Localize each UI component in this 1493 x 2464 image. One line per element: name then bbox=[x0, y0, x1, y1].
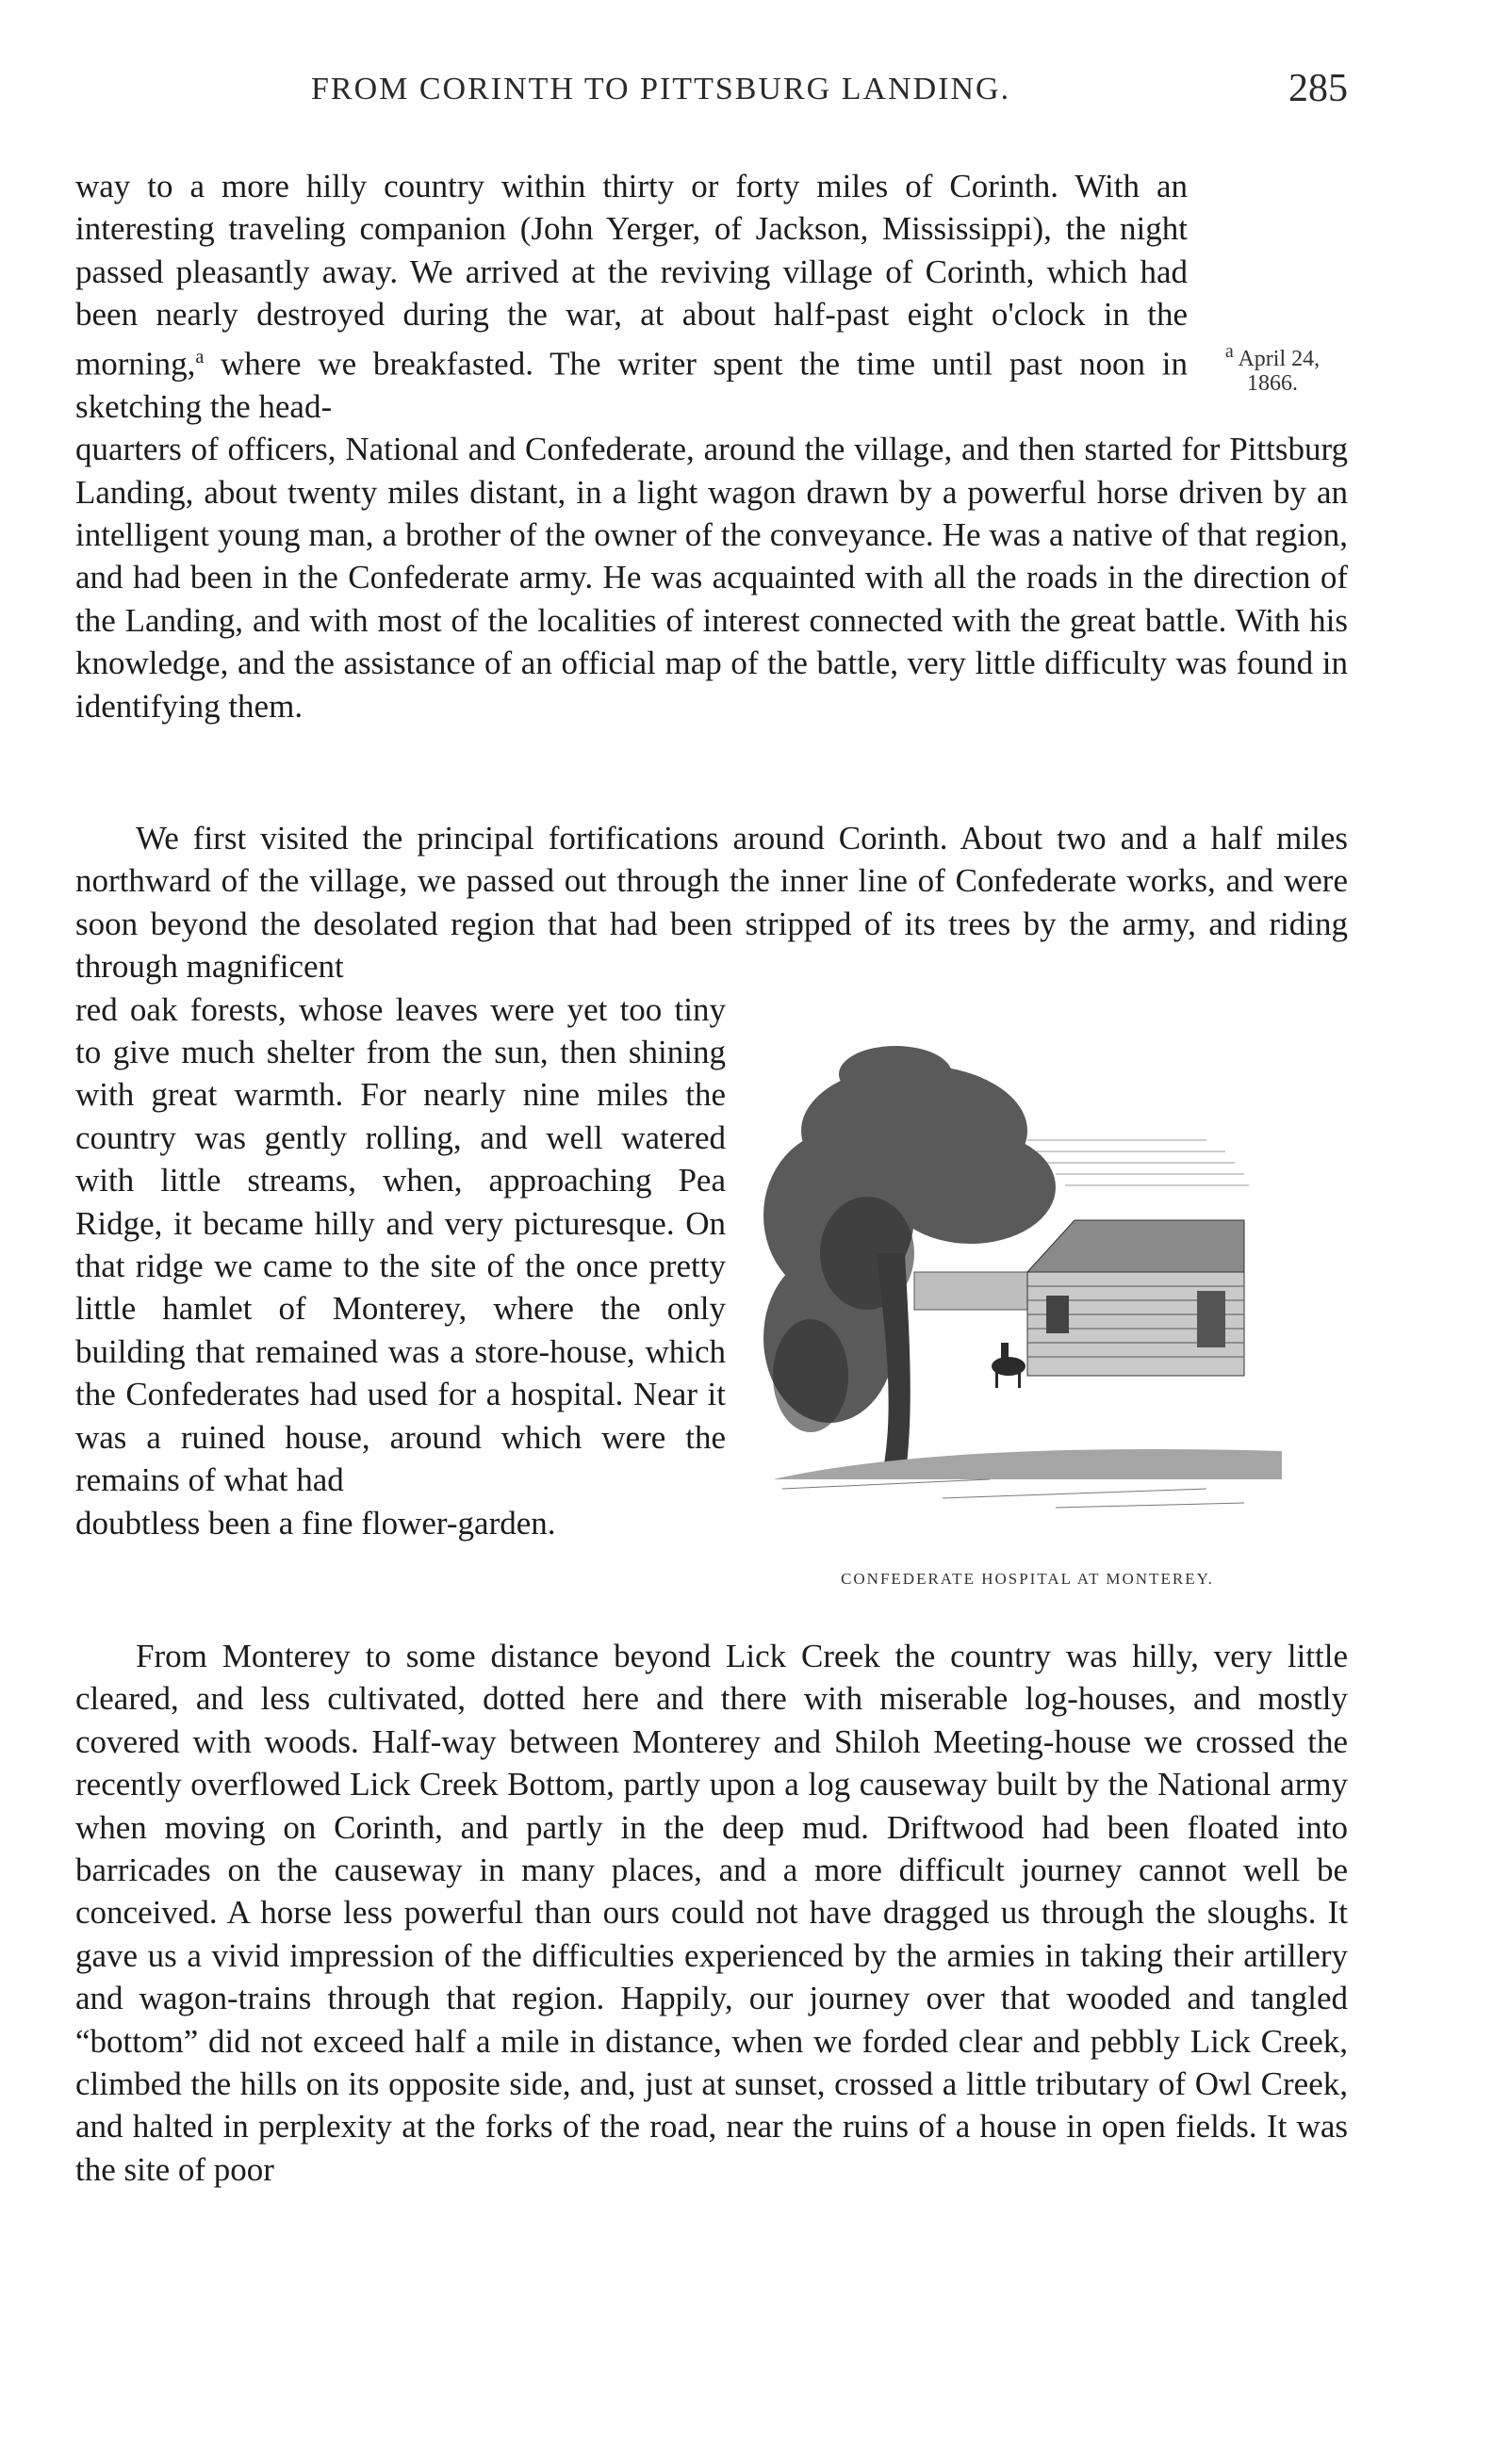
figure-caption: CONFEDERATE HOSPITAL AT MONTEREY. bbox=[841, 1570, 1214, 1588]
paragraph-3: From Monterey to some distance beyond Lick Creek the country was hilly, very little cleared, and less cultivated, dotted here and there with miserable log-houses, and mostly covered with woods. Half-way between Monterey and Shiloh Meeting-house we crossed the recently overflowed Lick Creek Bottom, partly upon a log causeway built by the National army when moving on Corinth, and partly in the deep mud. Driftwood had been floated into barricades on the causeway in many places, and a more difficult journey cannot well be conceived. A horse less powerful than ours could not have dragged us through the sloughs. It gave us a vivid impression of the difficulties experienced by the armies in taking their artillery and wagon-trains through that region. Happily, our journey over that wooded and tangled “bottom” did not exceed half a mile in distance, when we forded clear and pebbly Lick Creek, climbed the hills on its opposite side, and, just at sunset, crossed a little tributary of Owl Creek, and halted in perplexity at the forks of the road, near the ruins of a house in open fields. It was the site of poor bbox=[75, 1638, 1348, 2188]
paragraph-1 bbox=[75, 165, 1348, 727]
margin-note-line1: April 24, bbox=[1238, 347, 1321, 371]
sky-hatching bbox=[1027, 1140, 1249, 1185]
distant-building bbox=[914, 1272, 1027, 1310]
ground-hatching bbox=[782, 1479, 1244, 1508]
store-house-door bbox=[1197, 1291, 1225, 1347]
paragraph-1-wide: quarters of officers, National and Confederate, around the village, and then started for Pittsburg Landing, about twenty miles distant, in a light wagon drawn by a powerful horse driven by an intelligent young man, a brother of the owner of the conveyance. He was a native of that region, and had been in the Confederate army. He was acquainted with all the roads in the direction of the Landing, and with most of the localities of interest connected with the great battle. With his knowledge, and the assistance of an official map of the battle, very little difficulty was found in identifying them. bbox=[75, 431, 1348, 725]
paragraph-2-text-a: We first visited the principal fortifications around Corinth. About two and a half miles northward of the village, we passed out through the inner line of Confederate works, and were soon beyond the desolated region that had been stripped of its trees by the army, and riding through magnificent bbox=[75, 820, 1348, 986]
footnote-marker: a bbox=[195, 346, 205, 367]
page-header bbox=[75, 66, 1348, 122]
margin-note-letter: a bbox=[1224, 341, 1234, 362]
page-number: 285 bbox=[1288, 67, 1348, 110]
paragraph-1-text-b: where we breakfasted. The writer spent the time until past noon in sketching the head- bbox=[75, 345, 1188, 425]
paragraph-2-text-b: red oak forests, whose leaves were yet too tiny to give much shelter from the sun, then shining with great warmth. For nearly nine miles the country was gently rolling, and well watered with little streams, when, approaching Pea Ridge, it became hilly and very picturesque. On that ridge we came to the site of the once pretty little hamlet of Monterey, where the only building that remained was a store-house, which the Confederates had used for a hospital. Near it was a ruined house, around which were the remains of what had bbox=[75, 990, 726, 1499]
margin-note-line2: 1866. bbox=[1247, 371, 1298, 396]
store-house-window bbox=[1046, 1296, 1069, 1333]
running-head: FROM CORINTH TO PITTSBURG LANDING. bbox=[311, 72, 1011, 106]
paragraph-1-text-a: way to a more hilly country within thirty or forty miles of Corinth. With an interesting traveling companion (John Yerger, of Jackson, Mississippi), the night passed pleasantly away. We arrived at the reviving village of Corinth, which had been nearly destroyed during the war, at about half-past eight o'clock in the morning, bbox=[75, 168, 1188, 383]
ground bbox=[773, 1449, 1282, 1479]
paragraph-2-text-c: doubtless been a fine flower-garden. bbox=[75, 1504, 556, 1542]
engraving-illustration bbox=[754, 1036, 1301, 1564]
paragraph-1-narrow bbox=[75, 165, 1188, 428]
horse-rider bbox=[992, 1343, 1025, 1388]
engraving-confederate-hospital bbox=[754, 1036, 1301, 1564]
store-house-roof bbox=[1027, 1220, 1244, 1272]
